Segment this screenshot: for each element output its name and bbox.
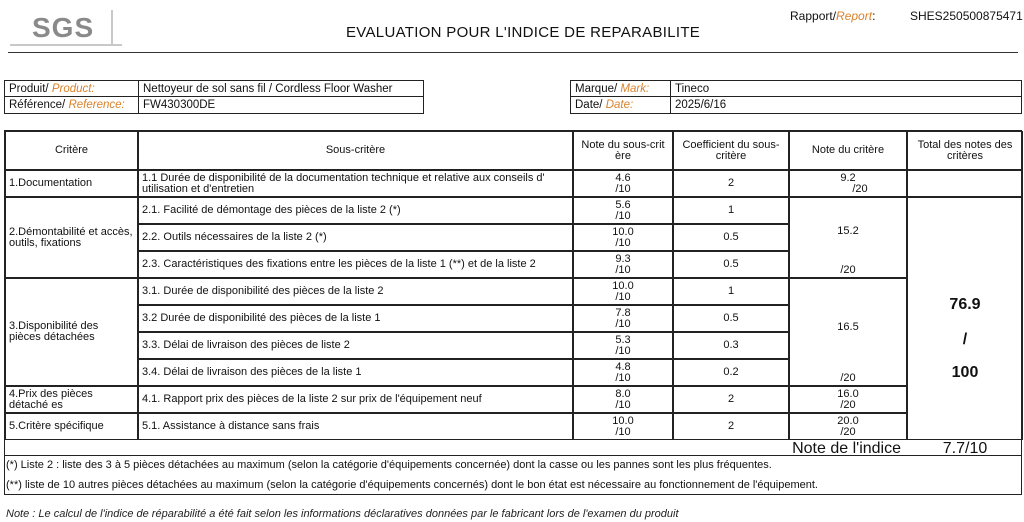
sub-note-den: /10 xyxy=(615,344,631,357)
product-label-fr: Produit/ xyxy=(9,82,49,95)
criterion-note-den: /20 xyxy=(840,372,856,384)
criterion-5: 5.Critère spécifique xyxy=(5,413,138,440)
coef-5-1: 2 xyxy=(673,413,789,440)
product-box xyxy=(4,80,424,114)
sub-note-den: /10 xyxy=(615,236,631,249)
mark-label-en: Mark: xyxy=(620,82,650,95)
criterion-note-den: /20 xyxy=(840,264,856,276)
coef-2-1: 1 xyxy=(673,197,789,224)
sub-note-3-1 xyxy=(573,278,673,305)
footnote-list-1: (**) liste de 10 autres pièces détachées au maximum (selon la catégorie d'équipements concernés) dont le bon état est nécessaire au fonctionnement de l'équipement. xyxy=(6,479,818,491)
report-number: SHES250500875471 xyxy=(910,9,1023,23)
reference-value: FW430300DE xyxy=(143,99,216,111)
sub-note-3-4 xyxy=(573,359,673,386)
product-value: Nettoyeur de sol sans fil / Cordless Floor Washer xyxy=(139,81,423,97)
sub-criterion-5-1: 5.1. Assistance à distance sans frais xyxy=(138,413,573,440)
sub-note-den: /10 xyxy=(615,425,631,438)
criterion-note-den: /20 xyxy=(840,425,856,438)
repairability-table xyxy=(4,130,1022,456)
sub-note-value: 9.3 xyxy=(615,252,631,265)
sub-note-1-1 xyxy=(573,170,673,197)
total-score xyxy=(907,197,1023,440)
sub-note-value: 5.6 xyxy=(615,198,631,211)
criterion-note-3 xyxy=(789,278,907,386)
sub-note-2-3 xyxy=(573,251,673,278)
sub-note-value: 7.8 xyxy=(615,306,631,319)
sub-criterion-1-1: 1.1 Durée de disponibilité de la documentation technique et relative aux conseils d' utilisation et d'entretien xyxy=(138,170,573,197)
report-label xyxy=(790,9,875,23)
sub-note-den: /10 xyxy=(615,317,631,330)
sub-criterion-3-4: 3.4. Délai de livraison des pièces de la liste 1 xyxy=(138,359,573,386)
sub-note-5-1 xyxy=(573,413,673,440)
sub-note-value: 10.0 xyxy=(612,414,634,427)
total-value: 76.9 xyxy=(949,296,981,313)
coef-3-2: 0.5 xyxy=(673,305,789,332)
sub-note-den: /10 xyxy=(615,263,631,276)
sub-note-value: 10.0 xyxy=(612,279,634,292)
indice-label-text: Note de l'indice xyxy=(792,440,901,457)
total-slash: / xyxy=(962,331,968,348)
logo-rule-h xyxy=(10,44,122,46)
sub-note-value: 5.3 xyxy=(615,333,631,346)
sub-criterion-4-1: 4.1. Rapport prix des pièces de la liste 2 sur prix de l'équipement neuf xyxy=(138,386,573,413)
calculation-note: Note : Le calcul de l'indice de réparabilité a été fait selon les informations déclaratives données par le fabricant lors de l'examen du produit xyxy=(6,508,679,520)
reference-label xyxy=(5,97,139,113)
header-coef: Coefficient du sous-critère xyxy=(673,131,789,170)
report-label-fr: Rapport/ xyxy=(790,9,837,23)
page-title: EVALUATION POUR L'INDICE DE REPARABILITE xyxy=(346,24,701,41)
sub-note-den: /10 xyxy=(615,209,631,222)
coef-3-4: 0.2 xyxy=(673,359,789,386)
coef-1-1: 2 xyxy=(673,170,789,197)
product-label-en: Product: xyxy=(51,82,95,95)
date-label-en: Date: xyxy=(605,99,634,111)
sub-criterion-2-3: 2.3. Caractéristiques des fixations entre les pièces de la liste 1 (**) et de la liste 2 xyxy=(138,251,573,278)
criterion-note-2 xyxy=(789,197,907,278)
criterion-note-4 xyxy=(789,386,907,413)
sub-criterion-3-3: 3.3. Délai de livraison des pièces de liste 2 xyxy=(138,332,573,359)
brand-box xyxy=(570,80,1022,114)
sub-note-den: /10 xyxy=(615,371,631,384)
report-label-en: Report xyxy=(836,9,873,23)
sub-note-3-3 xyxy=(573,332,673,359)
sub-note-4-1 xyxy=(573,386,673,413)
sub-note-2-1 xyxy=(573,197,673,224)
sub-note-den: /10 xyxy=(615,182,631,195)
reference-label-fr: Référence/ xyxy=(9,99,66,111)
logo-rule-v xyxy=(111,10,113,46)
report-colon: : xyxy=(872,9,876,23)
sub-criterion-3-2: 3.2 Durée de disponibilité des pièces de la liste 1 xyxy=(138,305,573,332)
coef-2-2: 0.5 xyxy=(673,224,789,251)
date-value: 2025/6/16 xyxy=(675,99,727,111)
sub-criterion-2-2: 2.2. Outils nécessaires de la liste 2 (*) xyxy=(138,224,573,251)
sub-criterion-3-1: 3.1. Durée de disponibilité des pièces de la liste 2 xyxy=(138,278,573,305)
header-note-sous: Note du sous-crit ère xyxy=(573,131,673,170)
mark-value: Tineco xyxy=(671,81,1021,97)
criterion-3: 3.Disponibilité des pièces détachées xyxy=(5,278,138,386)
date-label xyxy=(571,97,671,113)
criterion-1: 1.Documentation xyxy=(5,170,138,197)
logo-text: SGS xyxy=(32,12,95,43)
sgs-logo xyxy=(10,8,122,46)
sub-note-value: 10.0 xyxy=(612,225,634,238)
sub-note-value: 8.0 xyxy=(615,387,631,400)
criterion-note-value: 15.2 xyxy=(837,225,859,237)
reference-label-en: Reference: xyxy=(68,99,125,111)
date-label-fr: Date/ xyxy=(575,99,603,111)
criterion-total-top xyxy=(907,170,1023,197)
criterion-note-den: /20 xyxy=(852,182,868,195)
footnote-list-2: (*) Liste 2 : liste des 3 à 5 pièces détachées au maximum (selon la catégorie d'équipements concernée) dont la casse ou les pannes sont les plus fréquentes. xyxy=(6,459,772,471)
coef-3-1: 1 xyxy=(673,278,789,305)
criterion-note-5 xyxy=(789,413,907,440)
sub-note-value: 4.8 xyxy=(615,360,631,373)
criterion-note-value: 9.2 xyxy=(840,171,856,184)
indice-value: 7.7/10 xyxy=(942,440,988,457)
criterion-4: 4.Prix des pièces détaché es xyxy=(5,386,138,413)
criterion-note-1 xyxy=(789,170,907,197)
sub-note-2-2 xyxy=(573,224,673,251)
coef-2-3: 0.5 xyxy=(673,251,789,278)
criterion-2: 2.Démontabilité et accès, outils, fixations xyxy=(5,197,138,278)
sub-note-den: /10 xyxy=(615,290,631,303)
sub-criterion-2-1: 2.1. Facilité de démontage des pièces de la liste 2 (*) xyxy=(138,197,573,224)
coef-4-1: 2 xyxy=(673,386,789,413)
coef-3-3: 0.3 xyxy=(673,332,789,359)
criterion-note-value: 16.5 xyxy=(837,321,859,333)
sub-note-value: 4.6 xyxy=(615,171,631,184)
mark-label xyxy=(571,81,671,97)
header-critere: Critère xyxy=(5,131,138,170)
criterion-note-value: 16.0 xyxy=(837,387,859,400)
header-note-critere: Note du critère xyxy=(789,131,907,170)
product-label xyxy=(5,81,139,97)
sub-note-den: /10 xyxy=(615,398,631,411)
mark-label-fr: Marque/ xyxy=(575,82,618,95)
sub-note-3-2 xyxy=(573,305,673,332)
criterion-note-value: 20.0 xyxy=(837,414,859,427)
total-max: 100 xyxy=(951,364,979,381)
criterion-note-den: /20 xyxy=(840,398,856,411)
header-total: Total des notes des critères xyxy=(907,131,1023,170)
header-divider xyxy=(8,52,1018,53)
header-sous-critere: Sous-critère xyxy=(138,131,573,170)
